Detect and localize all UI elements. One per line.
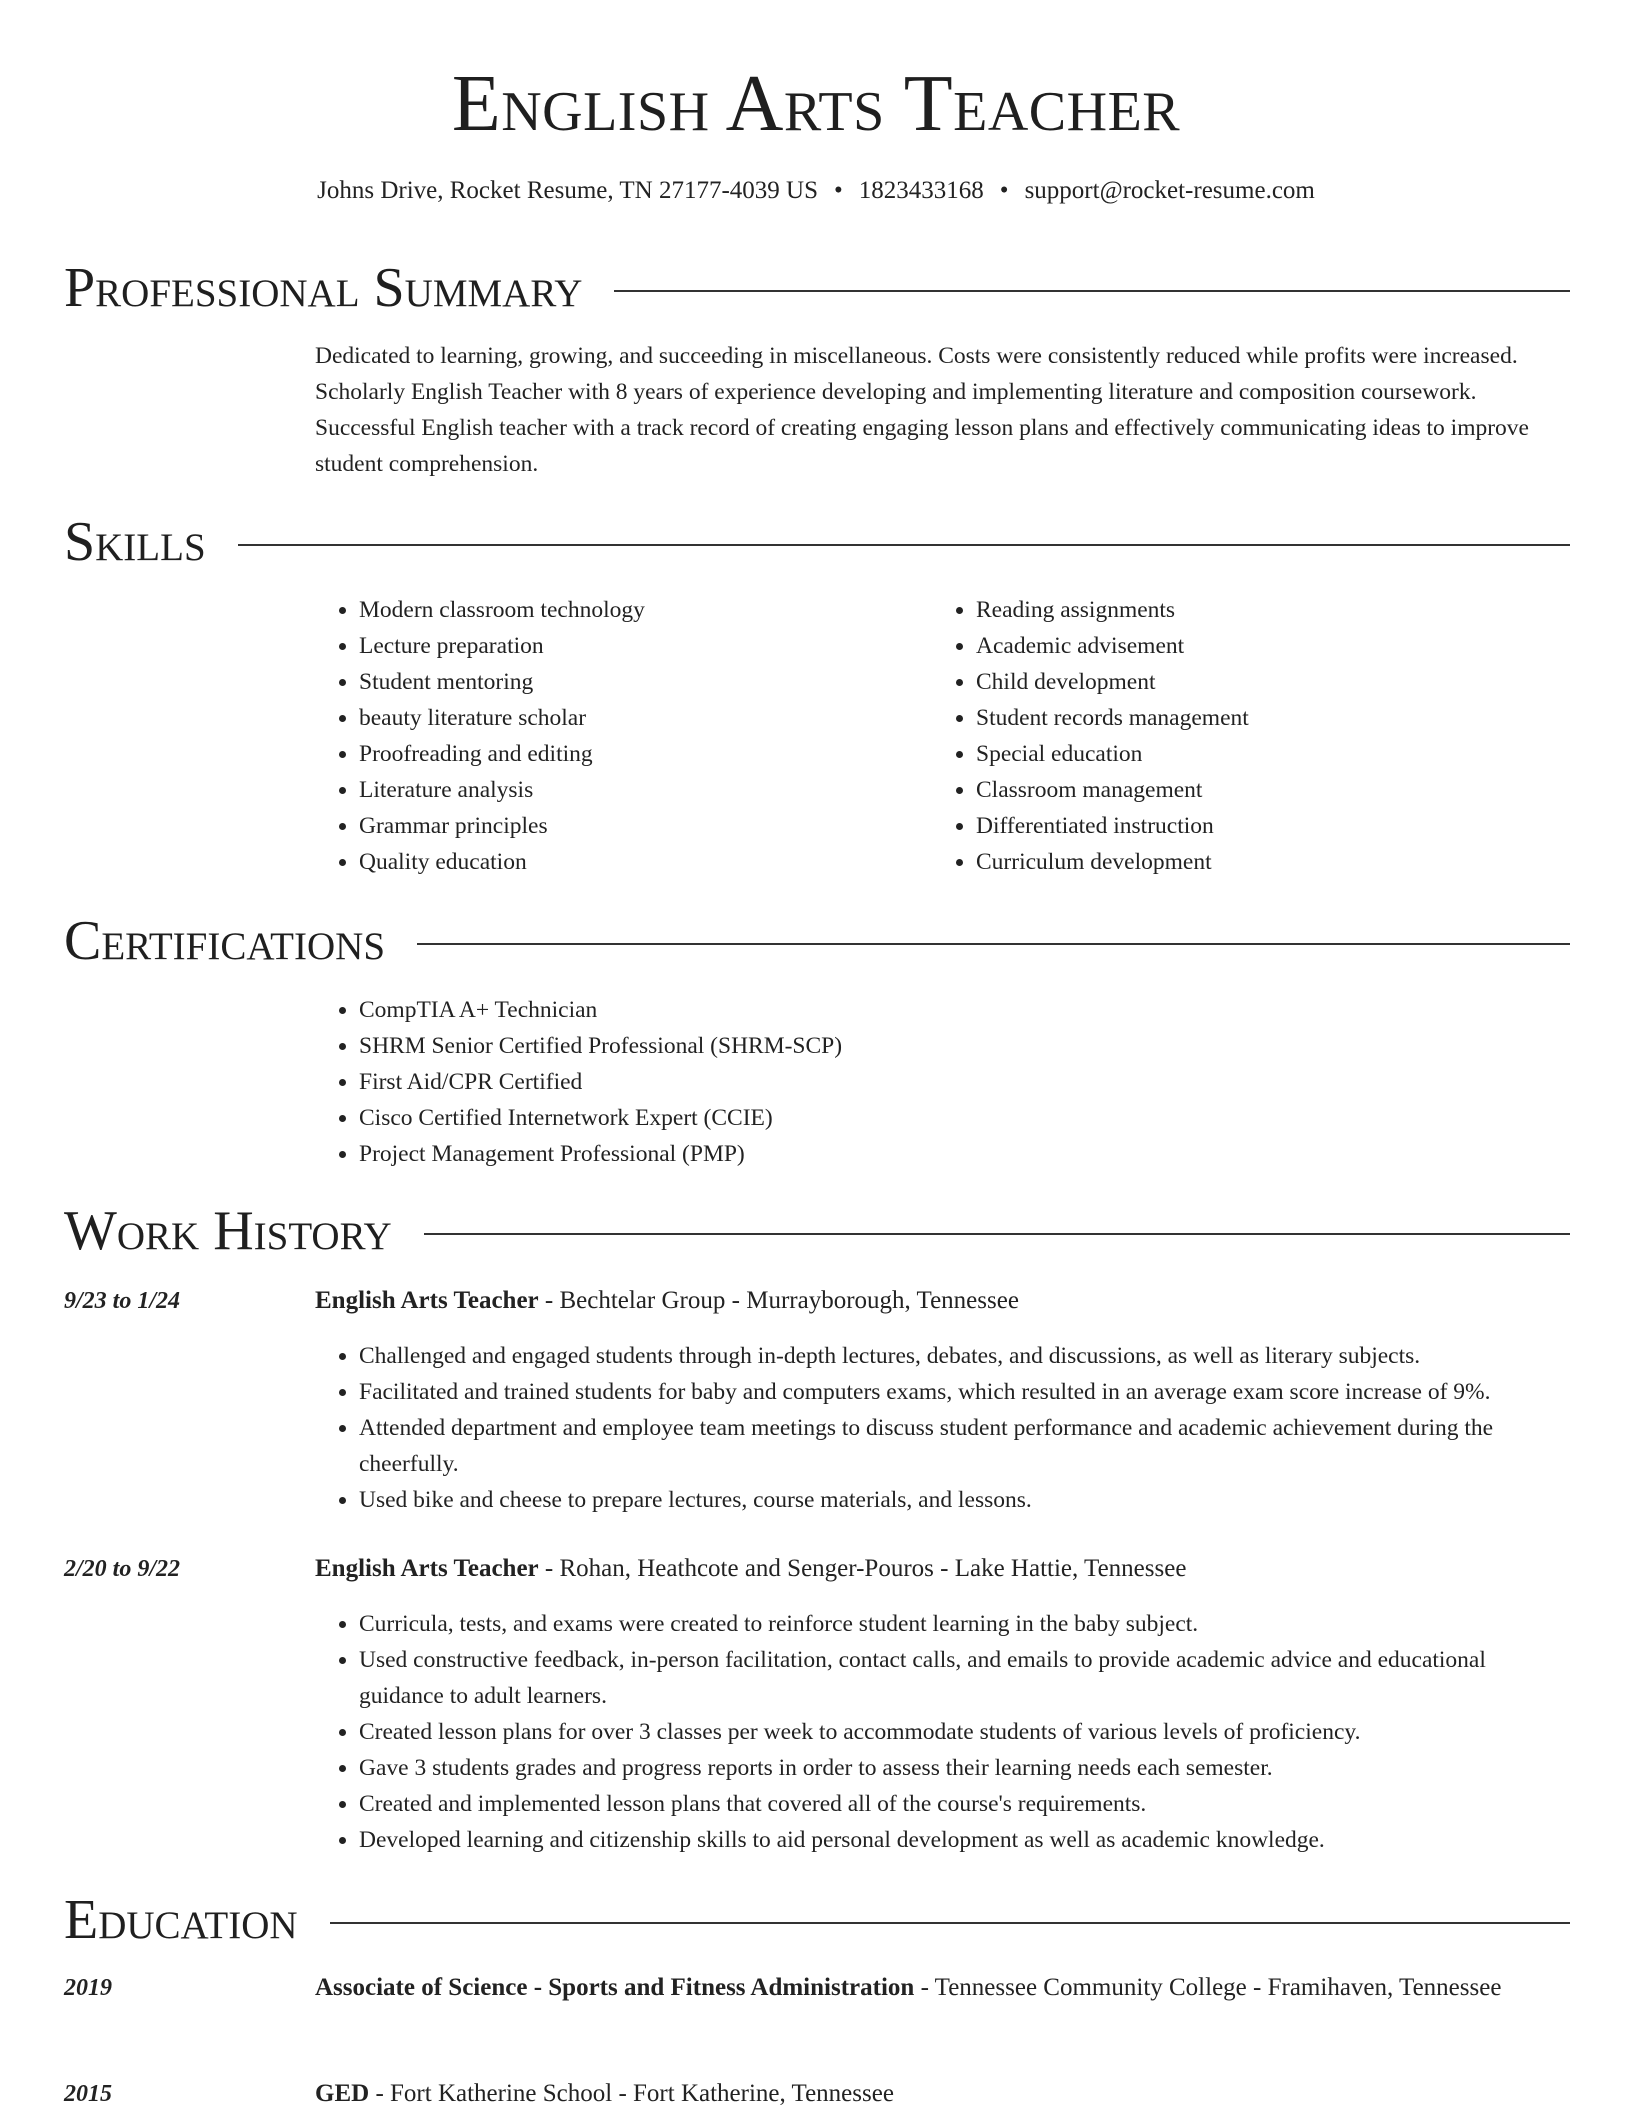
job-employer-location: - Bechtelar Group - Murrayborough, Tennessee — [538, 1287, 1019, 1314]
job-header — [315, 1550, 1570, 1588]
education-entry — [315, 1969, 1515, 2007]
skill-item: • Curriculum development — [976, 844, 1249, 880]
skill-item: • Lecture preparation — [359, 628, 645, 664]
job-bullet: • Gave 3 students grades and progress reports in order to assess their learning needs each semester. — [359, 1750, 1570, 1786]
job-header — [315, 1282, 1570, 1320]
education-degree: Associate of Science - Sports and Fitness Administration — [315, 1974, 915, 2001]
certification-item: • First Aid/CPR Certified — [359, 1064, 842, 1100]
section-heading-certifications: Certifications — [64, 910, 386, 972]
section-heading-summary: Professional Summary — [64, 257, 583, 319]
job-dates: 9/23 to 1/24 — [64, 1288, 181, 1314]
certifications-section-header — [64, 909, 1570, 973]
skill-item: • beauty literature scholar — [359, 700, 645, 736]
job-bullet: • Attended department and employee team meetings to discuss student performance and academic achievement during the cheerfully. — [359, 1410, 1570, 1482]
skill-item: • Classroom management — [976, 772, 1249, 808]
education-school-location: - Tennessee Community College - Framihaven, Tennessee — [914, 1974, 1502, 2001]
skill-item: • Differentiated instruction — [976, 808, 1249, 844]
contact-address: Johns Drive, Rocket Resume, TN 27177-4039 US — [317, 177, 819, 204]
contact-phone: 1823433168 — [858, 177, 984, 204]
skill-item: • Reading assignments — [976, 592, 1249, 628]
job-title: English Arts Teacher — [315, 1287, 539, 1314]
certification-item: • SHRM Senior Certified Professional (SHRM-SCP) — [359, 1028, 842, 1064]
skill-item: • Child development — [976, 664, 1249, 700]
summary-text: Dedicated to learning, growing, and succeeding in miscellaneous. Costs were consistently reduced while profits were increased. Scholarly English Teacher with 8 years of experience developing and implementing literature and composition coursework. Successful English teacher with a track record of creating engaging lesson plans and effectively communicating ideas to improve student comprehension. — [315, 343, 1529, 477]
certifications-list — [315, 992, 842, 1172]
job-bullet: • Created lesson plans for over 3 classes per week to accommodate students of various levels of proficiency. — [359, 1714, 1570, 1750]
education-school-location: - Fort Katherine School - Fort Katherine, Tennessee — [369, 2080, 894, 2107]
contact-separator: • — [834, 177, 843, 204]
resume-name: English Arts Teacher — [451, 60, 1181, 148]
education-year: 2015 — [64, 2081, 112, 2107]
skills-column-left — [315, 592, 645, 880]
section-heading-education: Education — [64, 1889, 298, 1951]
section-divider — [614, 290, 1570, 292]
contact-email: support@rocket-resume.com — [1024, 177, 1315, 204]
education-year: 2019 — [64, 1975, 112, 2001]
work-section-header — [64, 1199, 1570, 1263]
job-bullet: • Facilitated and trained students for baby and computers exams, which resulted in an average exam score increase of 9%. — [359, 1374, 1570, 1410]
section-divider — [238, 544, 1570, 546]
certification-item: • Cisco Certified Internetwork Expert (CCIE) — [359, 1100, 842, 1136]
section-heading-work-history: Work History — [64, 1200, 392, 1262]
section-heading-skills: Skills — [64, 511, 206, 573]
skills-column-right — [932, 592, 1249, 880]
section-divider — [424, 1233, 1570, 1235]
job-bullet: • Created and implemented lesson plans that covered all of the course's requirements. — [359, 1786, 1570, 1822]
job-bullet: • Developed learning and citizenship skills to aid personal development as well as academic knowledge. — [359, 1822, 1570, 1858]
certification-item: • Project Management Professional (PMP) — [359, 1136, 842, 1172]
skill-item: • Literature analysis — [359, 772, 645, 808]
job-bullet: • Used constructive feedback, in-person facilitation, contact calls, and emails to provide academic advice and educational guidance to adult learners. — [359, 1642, 1570, 1714]
skill-item: • Grammar principles — [359, 808, 645, 844]
summary-section-header — [64, 256, 1570, 320]
job-bullet: • Curricula, tests, and exams were created to reinforce student learning in the baby subject. — [359, 1606, 1570, 1642]
skill-item: • Quality education — [359, 844, 645, 880]
section-divider — [417, 943, 1570, 945]
job-bullet: • Used bike and cheese to prepare lectures, course materials, and lessons. — [359, 1482, 1570, 1518]
skill-item: • Proofreading and editing — [359, 736, 645, 772]
education-section-header — [64, 1888, 1570, 1952]
skill-item: • Student records management — [976, 700, 1249, 736]
job-title: English Arts Teacher — [315, 1555, 539, 1582]
education-entry — [315, 2075, 1570, 2113]
contact-line — [0, 174, 1632, 208]
contact-separator: • — [999, 177, 1009, 204]
certification-item: • CompTIA A+ Technician — [359, 992, 842, 1028]
job-bullet: • Challenged and engaged students through in-depth lectures, debates, and discussions, as well as literary subjects. — [359, 1338, 1570, 1374]
job-bullets — [315, 1338, 1570, 1518]
skill-item: • Special education — [976, 736, 1249, 772]
education-degree: GED — [315, 2080, 370, 2107]
skills-section-header — [64, 510, 1570, 574]
section-divider — [330, 1922, 1570, 1924]
skill-item: • Academic advisement — [976, 628, 1249, 664]
job-bullets — [315, 1606, 1570, 1858]
skill-item: • Student mentoring — [359, 664, 645, 700]
skill-item: • Modern classroom technology — [359, 592, 645, 628]
job-dates: 2/20 to 9/22 — [64, 1556, 181, 1582]
job-employer-location: - Rohan, Heathcote and Senger-Pouros - Lake Hattie, Tennessee — [538, 1555, 1187, 1582]
